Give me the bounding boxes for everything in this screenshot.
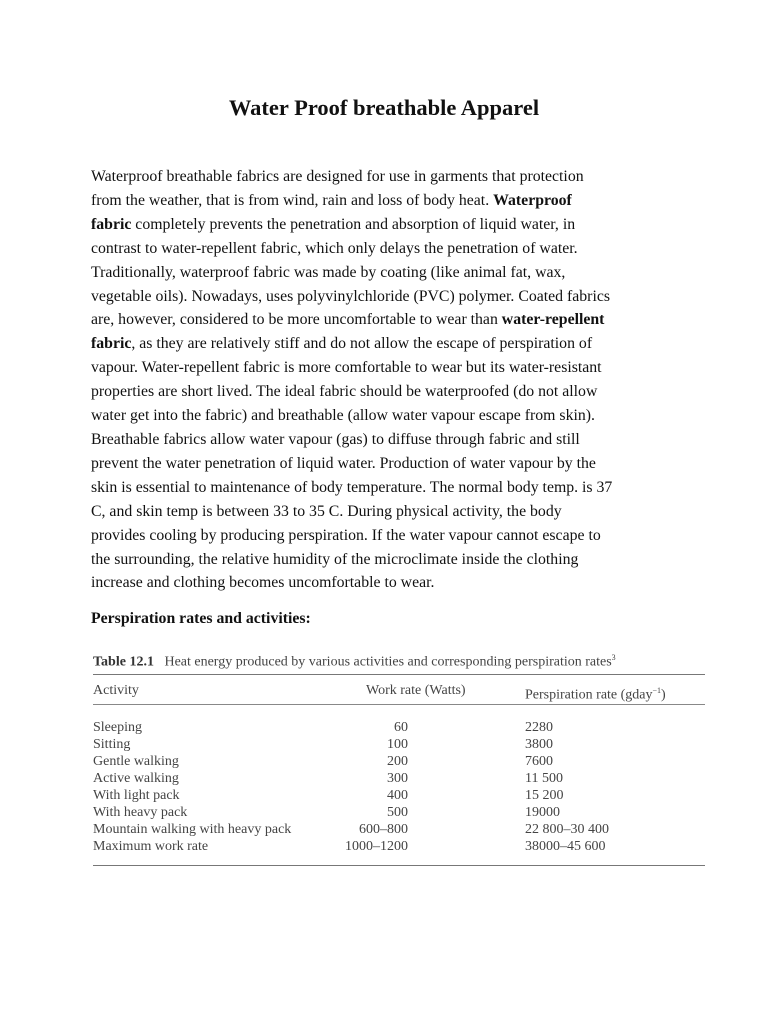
cell-activity: Active walking bbox=[93, 771, 179, 786]
table-caption bbox=[93, 647, 705, 674]
perspiration-table bbox=[93, 647, 705, 854]
paragraph-line bbox=[91, 500, 691, 524]
table-top-rule bbox=[93, 674, 705, 675]
paragraph-text: , as they are relatively stiff and do not allow the escape of perspiration of bbox=[131, 335, 593, 353]
bold-term: Waterproof bbox=[493, 191, 572, 209]
header-work-rate: Work rate (Watts) bbox=[366, 683, 466, 698]
paragraph-text: C, and skin temp is between 33 to 35 C. During physical activity, the body bbox=[91, 502, 562, 520]
paragraph-text: from the weather, that is from wind, rain and loss of body heat. bbox=[91, 191, 494, 209]
paragraph-text: completely prevents the penetration and absorption of liquid water, in bbox=[131, 215, 576, 233]
cell-work-rate: 60 bbox=[394, 720, 408, 735]
table-row: Mountain walking with heavy pack 600–800 22 800–30 400 bbox=[93, 822, 609, 837]
paragraph-line bbox=[91, 285, 691, 309]
cell-activity: Maximum work rate bbox=[93, 839, 209, 854]
cell-work-rate: 500 bbox=[387, 805, 408, 820]
cell-work-rate: 1000–1200 bbox=[345, 839, 408, 854]
table-body bbox=[93, 719, 705, 855]
paragraph-text: skin is essential to maintenance of body temperature. The normal body temp. is 37 bbox=[91, 478, 613, 496]
paragraph-text: prevent the water penetration of liquid water. Production of water vapour by the bbox=[91, 454, 596, 472]
body-paragraph bbox=[91, 165, 691, 595]
paragraph-text: Traditionally, waterproof fabric was made by coating (like animal fat, wax, bbox=[91, 263, 566, 281]
paragraph-text: provides cooling by producing perspiration. If the water vapour cannot escape to bbox=[91, 526, 601, 544]
paragraph-text: Breathable fabrics allow water vapour (gas) to diffuse through fabric and still bbox=[91, 430, 580, 448]
header-activity: Activity bbox=[93, 683, 139, 698]
table-label: Table 12.1 bbox=[93, 654, 154, 670]
table-row: With light pack 400 15 200 bbox=[93, 788, 564, 803]
table-row: Sitting 100 3800 bbox=[93, 737, 553, 752]
table-row: With heavy pack 500 19000 bbox=[93, 805, 560, 820]
cell-activity: Gentle walking bbox=[93, 754, 179, 769]
table-row: Sleeping 60 2280 bbox=[93, 720, 553, 735]
paragraph-line bbox=[91, 237, 691, 261]
cell-work-rate: 100 bbox=[387, 737, 408, 752]
paragraph-line bbox=[91, 548, 691, 572]
cell-work-rate: 300 bbox=[387, 771, 408, 786]
paragraph-line bbox=[91, 189, 691, 213]
cell-activity: Sleeping bbox=[93, 720, 142, 735]
table-row: Gentle walking 200 7600 bbox=[93, 754, 553, 769]
paragraph-line bbox=[91, 213, 691, 237]
table-header-rule bbox=[93, 704, 705, 705]
paragraph-line bbox=[91, 165, 691, 189]
header-perspiration-rate: Perspiration rate (gday$^{-1}$) bbox=[525, 686, 666, 703]
paragraph-line bbox=[91, 428, 691, 452]
paragraph-line bbox=[91, 476, 691, 500]
cell-work-rate: 200 bbox=[387, 754, 408, 769]
bold-term: water-repellent bbox=[501, 311, 605, 329]
paragraph-text: properties are short lived. The ideal fabric should be waterproofed (do not allow bbox=[91, 383, 598, 401]
paragraph-line bbox=[91, 356, 691, 380]
paragraph-text: contrast to water-repellent fabric, which only delays the penetration of water. bbox=[91, 239, 578, 257]
paragraph-line bbox=[91, 308, 691, 332]
paragraph-line bbox=[91, 404, 691, 428]
paragraph-text: vegetable oils). Nowadays, uses polyvinylchloride (PVC) polymer. Coated fabrics bbox=[91, 287, 610, 305]
cell-activity: With light pack bbox=[93, 788, 180, 803]
cell-work-rate: 400 bbox=[387, 788, 408, 803]
paragraph-text: are, however, considered to be more uncomfortable to wear than bbox=[91, 311, 502, 329]
cell-activity: With heavy pack bbox=[93, 805, 188, 820]
paragraph-line bbox=[91, 524, 691, 548]
table-row: Active walking 300 11 500 bbox=[93, 771, 563, 786]
cell-activity: Mountain walking with heavy pack bbox=[93, 822, 292, 837]
table-row: Maximum work rate 1000–1200 38000–45 600 bbox=[93, 839, 606, 854]
paragraph-text: Waterproof breathable fabrics are designed for use in garments that protection bbox=[91, 168, 584, 185]
paragraph-line bbox=[91, 261, 691, 285]
paragraph-text: the surrounding, the relative humidity of the microclimate inside the clothing bbox=[91, 550, 579, 568]
paragraph-line bbox=[91, 452, 691, 476]
cell-activity: Sitting bbox=[93, 737, 131, 752]
table-caption-text: Heat energy produced by various activities and corresponding perspiration rates bbox=[164, 654, 612, 670]
section-subheading: Perspiration rates and activities: bbox=[91, 610, 311, 627]
bold-term: fabric bbox=[91, 335, 132, 353]
table-bottom-rule bbox=[93, 865, 705, 866]
cell-work-rate: 600–800 bbox=[359, 822, 408, 837]
bold-term: fabric bbox=[91, 215, 132, 233]
paragraph-line bbox=[91, 380, 691, 404]
paragraph-line bbox=[91, 332, 691, 356]
paragraph-line bbox=[91, 571, 691, 595]
paragraph-text: water get into the fabric) and breathable (allow water vapour escape from skin). bbox=[91, 407, 595, 425]
paragraph-text: vapour. Water-repellent fabric is more comfortable to wear but its water-resistant bbox=[91, 359, 602, 377]
page-title: Water Proof breathable Apparel bbox=[228, 95, 540, 120]
paragraph-text: increase and clothing becomes uncomfortable to wear. bbox=[91, 574, 435, 592]
table-caption-ref: 3 bbox=[611, 653, 616, 662]
